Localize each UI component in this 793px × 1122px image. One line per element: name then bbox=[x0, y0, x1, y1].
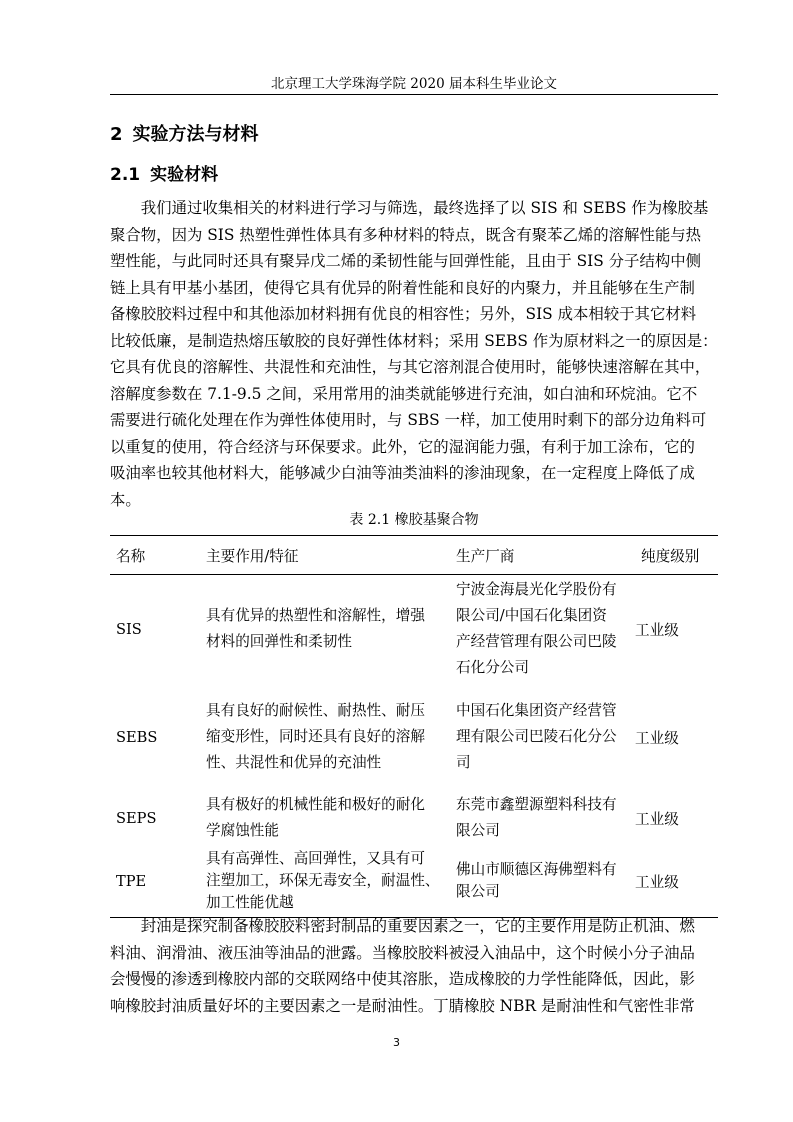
paragraph-line: 备橡胶胶料过程中和其他添加材料拥有优良的相容性；另外，SIS 成本相较于其它材料 bbox=[110, 305, 697, 323]
cell-line: 具有高弹性、高回弹性，又具有可 bbox=[206, 850, 425, 867]
header-rule bbox=[110, 94, 718, 95]
paragraph-line: 溶解度参数在 7.1-9.5 之间，采用常用的油类就能够进行充油，如白油和环烷油。它不 bbox=[110, 384, 698, 403]
section-heading bbox=[110, 122, 259, 148]
cell-line: 东莞市鑫塑源塑料科技有 bbox=[456, 796, 617, 813]
cell-feature bbox=[200, 683, 450, 791]
body-paragraph-1 bbox=[110, 195, 720, 513]
header-name: 名称 bbox=[110, 536, 200, 575]
cell-line: 限公司 bbox=[456, 822, 500, 839]
running-header: 北京理工大学珠海学院 2020 届本科生毕业论文 bbox=[271, 76, 557, 92]
paragraph-line: 我们通过收集相关的材料进行学习与筛选，最终选择了以 SIS 和 SEBS 作为橡胶基 bbox=[110, 199, 709, 217]
paragraph-line: 需要进行硫化处理在作为弹性体使用时，与 SBS 一样，加工使用时剩下的部分边角料可 bbox=[110, 411, 707, 429]
body-paragraph-2 bbox=[110, 913, 720, 1019]
cell-name: SIS bbox=[116, 620, 142, 638]
table-row bbox=[110, 683, 718, 791]
cell-maker bbox=[450, 683, 635, 791]
cell-name: SEBS bbox=[116, 728, 158, 746]
cell-grade: 工业级 bbox=[635, 845, 718, 918]
header-feature: 主要作用/特征 bbox=[200, 536, 450, 575]
table-row bbox=[110, 575, 718, 684]
paragraph-line: 吸油率也较其他材料大，能够减少白油等油类油料的渗油现象，在一定程度上降低了成 bbox=[110, 464, 695, 482]
cell-line: 产经营管理有限公司巴陵 bbox=[456, 633, 617, 650]
table-caption: 表 2.1 橡胶基聚合物 bbox=[349, 512, 479, 528]
subsection-number: 2.1 bbox=[110, 165, 141, 185]
cell-line: 缩变形性，同时还具有良好的溶解 bbox=[206, 728, 425, 745]
paragraph-line: 本。 bbox=[110, 490, 141, 509]
cell-name: SEPS bbox=[116, 809, 157, 827]
section-title: 实验方法与材料 bbox=[132, 124, 259, 145]
cell-maker bbox=[450, 845, 635, 918]
paragraph-line: 它具有优良的溶解性、共混性和充油性，与其它溶剂混合使用时，能够快速溶解在其中， bbox=[110, 358, 711, 376]
cell-line: 具有良好的耐候性、耐热性、耐压 bbox=[206, 702, 425, 719]
cell-grade: 工业级 bbox=[635, 621, 679, 639]
cell-grade: 工业级 bbox=[635, 810, 679, 828]
cell-line: 限公司/中国石化集团资 bbox=[456, 607, 607, 624]
cell-line: 加工性能优越 bbox=[206, 894, 294, 911]
subsection-heading bbox=[110, 162, 218, 188]
paragraph-line: 比较低廉，是制造热熔压敏胶的良好弹性体材料；采用 SEBS 作为原材料之一的原因是： bbox=[110, 331, 718, 350]
header-maker: 生产厂商 bbox=[450, 536, 635, 575]
cell-line: 具有优异的热塑性和溶解性，增强 bbox=[206, 607, 425, 624]
cell-line: 学腐蚀性能 bbox=[206, 822, 279, 839]
cell-maker bbox=[450, 791, 635, 845]
section-number: 2 bbox=[110, 124, 123, 145]
cell-line: 注塑加工，环保无毒安全，耐温性、 bbox=[206, 872, 440, 889]
cell-line: 宁波金海晨光化学股份有 bbox=[456, 581, 617, 598]
paragraph-line: 链上具有甲基小基团，使得它具有优异的附着性能和良好的内聚力，并且能够在生产制 bbox=[110, 278, 695, 297]
paragraph-line: 响橡胶封油质量好坏的主要因素之一是耐油性。丁腈橡胶 NBR 是耐油性和气密性非常 bbox=[110, 996, 695, 1015]
polymer-table bbox=[110, 535, 718, 918]
page-number: 3 bbox=[393, 1036, 400, 1049]
cell-line: 石化分公司 bbox=[456, 659, 529, 676]
cell-line: 具有极好的机械性能和极好的耐化 bbox=[206, 796, 425, 813]
paragraph-line: 封油是探究制备橡胶胶料密封制品的重要因素之一，它的主要作用是防止机油、燃 bbox=[110, 917, 695, 935]
cell-line: 限公司 bbox=[456, 883, 500, 900]
table-row bbox=[110, 845, 718, 918]
paragraph-line: 料油、润滑油、液压油等油品的泄露。当橡胶胶料被浸入油品中，这个时候小分子油品 bbox=[110, 943, 695, 962]
cell-grade: 工业级 bbox=[635, 729, 679, 747]
cell-feature bbox=[200, 791, 450, 845]
paragraph-line: 会慢慢的渗透到橡胶内部的交联网络中使其溶胀，造成橡胶的力学性能降低，因此，影 bbox=[110, 970, 695, 988]
table-header-row bbox=[110, 536, 718, 575]
paragraph-line: 聚合物，因为 SIS 热塑性弹性体具有多种材料的特点，既含有聚苯乙烯的溶解性能与热 bbox=[110, 225, 702, 244]
cell-line: 理有限公司巴陵石化分公 bbox=[456, 728, 617, 745]
subsection-title: 实验材料 bbox=[150, 165, 219, 185]
header-grade: 纯度级别 bbox=[635, 536, 718, 575]
cell-line: 中国石化集团资产经营管 bbox=[456, 702, 617, 719]
cell-feature bbox=[200, 575, 450, 684]
cell-maker bbox=[450, 575, 635, 684]
cell-line: 性、共混性和优异的充油性 bbox=[206, 754, 382, 771]
paragraph-line: 以重复的使用，符合经济与环保要求。此外，它的湿润能力强，有利于加工涂布，它的 bbox=[110, 437, 695, 456]
paragraph-line: 塑性能，与此同时还具有聚异戊二烯的柔韧性能与回弹性能，且由于 SIS 分子结构中侧 bbox=[110, 252, 702, 270]
cell-line: 司 bbox=[456, 754, 471, 771]
cell-name: TPE bbox=[110, 845, 200, 918]
cell-line: 佛山市顺德区海佛塑料有 bbox=[456, 861, 617, 878]
table-row bbox=[110, 791, 718, 845]
cell-line: 材料的回弹性和柔韧性 bbox=[206, 633, 352, 650]
cell-feature bbox=[200, 845, 450, 918]
